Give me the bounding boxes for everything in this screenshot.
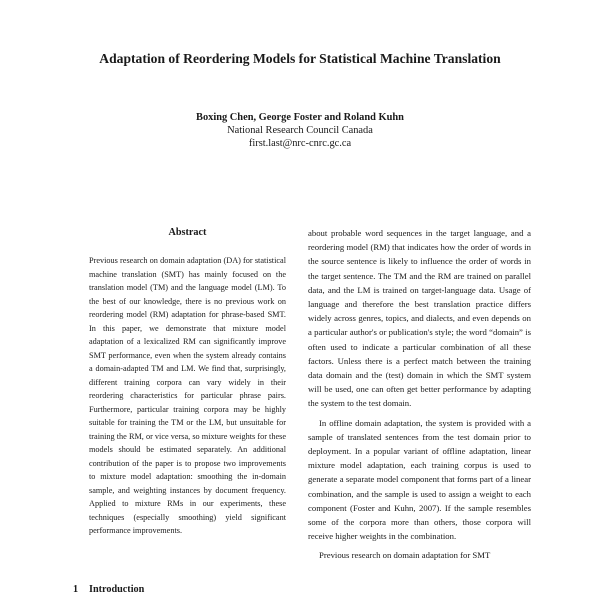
section-heading-introduction xyxy=(73,583,144,596)
paragraph: Previous research on domain adaptation for SMT xyxy=(319,550,491,561)
abstract-text: Previous research on domain adaptation (DA) for statistical machine translation (SMT) has mainly focused on the translation model (TM) and the language model (LM). To the best of our knowledge, there is no previous work on reordering model (RM) adaptation for phrase-based SMT. In this paper, we demonstrate that mixture model adaptation of a lexicalized RM can significantly improve SMT performance, even when the system already contains a domain-adapted TM and LM. We find that, surprisingly, different training corpora can vary widely in their reordering characteristics for particular phrase pairs. Furthermore, particular training corpora may be highly suitable for training the TM or the LM, but unsuitable for training the RM, or vice versa, so mixture weights for these models should be estimated separately. An additional contribution of the paper is to propose two improvements to mixture model adaptation: smoothing the in-domain sample, and weighting instances by document frequency. Applied to mixture RMs in our experiments, these techniques (especially smoothing) yield significant performance improvements. xyxy=(89,256,286,535)
right-column xyxy=(308,226,531,563)
affiliation: National Research Council Canada xyxy=(227,125,373,136)
section-title: Introduction xyxy=(89,584,145,595)
paragraph: In offline domain adaptation, the system is provided with a sample of translated sentences from the test domain prior to deployment. In a popular variant of offline adaptation, linear mixture model adaptation, each training corpus is used to generate a separate model component that forms part of a linear combination, and the sample is used to assign a weight to each component (Foster and Kuhn, 2007). If the sample resembles some of the corpora more than others, those corpora will receive higher weights in the combination. xyxy=(308,417,531,542)
author-block xyxy=(0,111,600,150)
email: first.last@nrc-cnrc.gc.ca xyxy=(248,138,352,149)
author-names: Boxing Chen, George Foster and Roland Kuhn xyxy=(196,112,404,123)
section-number: 1 xyxy=(73,584,79,595)
paper-title: Adaptation of Reordering Models for Statistical Machine Translation xyxy=(99,51,501,66)
abstract-heading: Abstract xyxy=(168,227,207,238)
left-column xyxy=(89,226,286,538)
paragraph: about probable word sequences in the target language, and a reordering model (RM) that indicates how the order of words in the source sentence is likely to influence the order of words in the target sentence. The TM and the RM are trained on parallel data, and the LM is trained on target-language data. Usage of language and therefore the best translation practice differs widely across genres, topics, and dialects, and even depends on a particular author's or publication's style; the word “domain” is often used to indicate a particular combination of all these factors. Unless there is a perfect match between the training data domain and the (test) domain in which the SMT system will be used, one can often get better performance by adapting the system to the test domain. xyxy=(308,228,531,409)
